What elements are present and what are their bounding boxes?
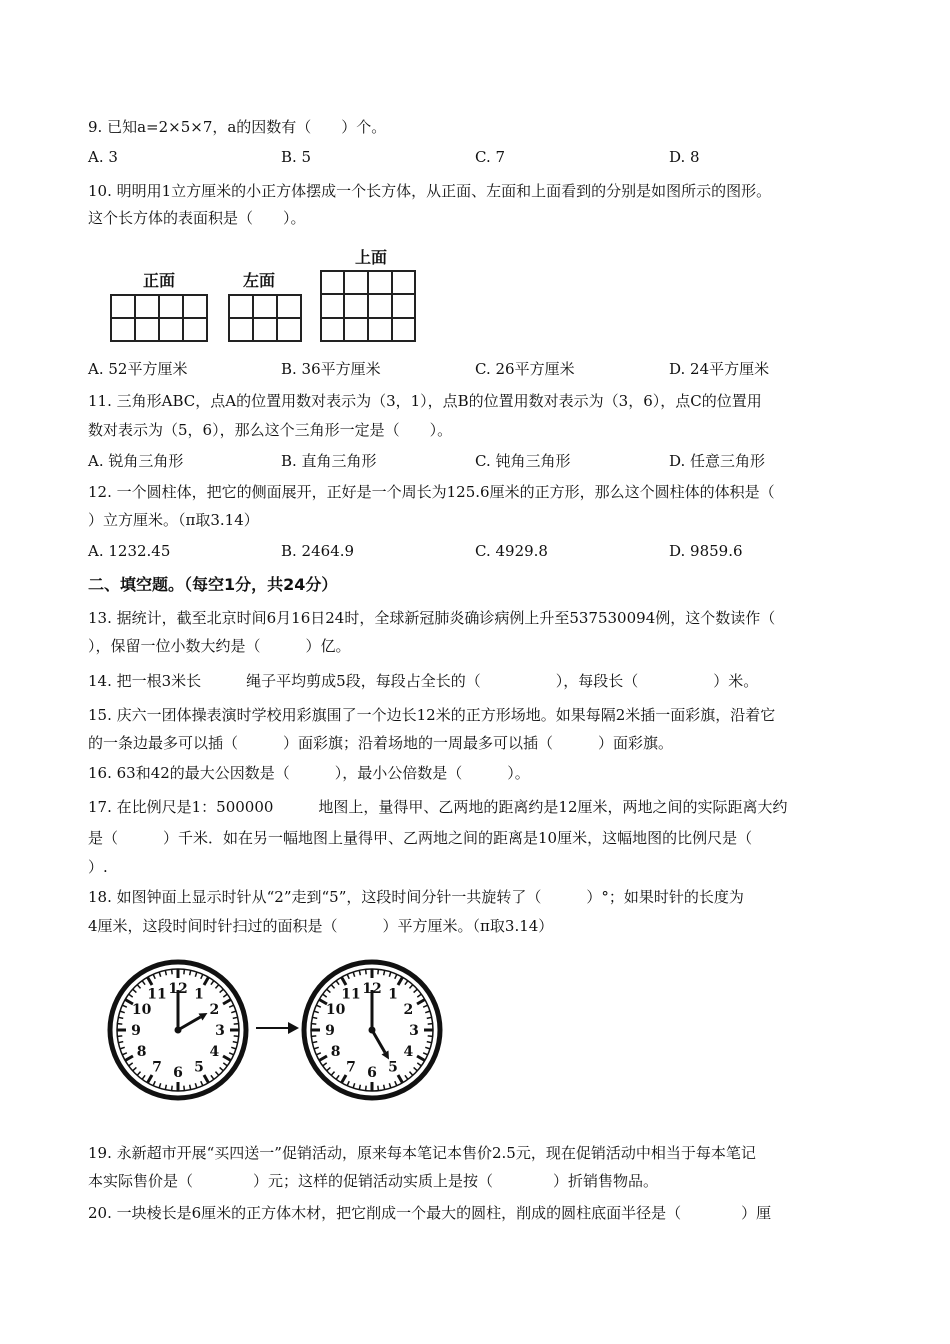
q11-stem-line2: 数对表示为（5，6），那么这个三角形一定是（ ）。	[88, 421, 453, 439]
clock-number: 8	[136, 1044, 147, 1060]
q11-option-b: B. 直角三角形	[281, 452, 377, 470]
q20-text: 20. 一块棱长是6厘米的正方体木材，把它削成一个最大的圆柱，削成的圆柱底面半径是（ ）厘	[88, 1204, 772, 1222]
front-view-grid	[108, 292, 210, 344]
q9-option-a: A. 3	[88, 148, 118, 166]
q19-line2: 本实际售价是（ ）元；这样的促销活动实质上是按（ ）折销售物品。	[88, 1172, 659, 1190]
q15-line2: 的一条边最多可以插（ ）面彩旗；沿着场地的一周最多可以插（ ）面彩旗。	[88, 734, 674, 752]
q10-option-c: C. 26平方厘米	[475, 360, 575, 378]
q9-option-b: B. 5	[281, 148, 312, 166]
minor-tick	[427, 1042, 432, 1043]
q18-line2: 4厘米，这段时间时针扫过的面积是（ ）平方厘米。（π取3.14）	[88, 917, 554, 935]
clock-number: 7	[152, 1059, 162, 1076]
minor-tick	[359, 970, 360, 975]
q10-stem-line1: 10. 明明用1立方厘米的小正方体摆成一个长方体，从正面、左面和上面看到的分别是如图所示的图形。	[88, 182, 772, 200]
minor-tick	[190, 970, 191, 975]
q17-line2: 是（ ）千米．如在另一幅地图上量得甲、乙两地之间的距离是10厘米，这幅地图的比例尺是（	[88, 829, 753, 847]
minor-tick	[366, 1086, 367, 1091]
q10-stem-line2: 这个长方体的表面积是（ ）。	[88, 209, 306, 227]
minor-tick	[172, 969, 173, 974]
q11-stem-line1: 11. 三角形ABC，点A的位置用数对表示为（3，1），点B的位置用数对表示为（3，6），点C的位置用	[88, 392, 762, 410]
q18-line1: 18. 如图钟面上显示时针从“2”走到“5”，这段时间分针一共旋转了（ ）°；如果时针的长度为	[88, 888, 744, 906]
minor-tick	[233, 1017, 238, 1018]
minor-tick	[117, 1036, 122, 1037]
clock-center	[369, 1027, 376, 1034]
q19-line1: 19. 永新超市开展“买四送一”促销活动，原来每本笔记本售价2.5元，现在促销活动中相当于每本笔记	[88, 1144, 756, 1162]
minor-tick	[165, 1085, 166, 1090]
minor-tick	[359, 1085, 360, 1090]
arrow-right-icon	[254, 1020, 300, 1036]
minor-tick	[378, 1086, 379, 1091]
q13-line2: ），保留一位小数大约是（ ）亿。	[88, 637, 351, 655]
minor-tick	[428, 1036, 433, 1037]
minor-tick	[234, 1024, 239, 1025]
q9-stem: 9. 已知a=2×5×7，a的因数有（ ）个。	[88, 118, 387, 136]
clock-number: 6	[173, 1065, 183, 1081]
clock-number: 1	[194, 986, 204, 1003]
clock-number: 10	[325, 1002, 346, 1018]
clock-number: 3	[409, 1023, 419, 1039]
front-view-label: 正面	[143, 271, 176, 290]
q15-line1: 15. 庆六一团体操表演时学校用彩旗围了一个边长12米的正方形场地。如果每隔2米插一面彩旗，沿着它	[88, 706, 776, 724]
minor-tick	[118, 1042, 123, 1043]
q11-option-c: C. 钝角三角形	[475, 452, 571, 470]
q10-option-a: A. 52平方厘米	[88, 360, 188, 378]
q12-option-d: D. 9859.6	[669, 542, 743, 560]
clock-number: 4	[403, 1044, 414, 1060]
clock-number: 2	[209, 1002, 220, 1018]
clock-number: 8	[330, 1044, 341, 1060]
minor-tick	[165, 970, 166, 975]
q9-option-c: C. 7	[475, 148, 506, 166]
clock-number: 5	[388, 1059, 398, 1076]
minor-tick	[384, 1085, 385, 1090]
minor-tick	[234, 1036, 239, 1037]
clock-number: 1	[388, 986, 398, 1003]
minor-tick	[366, 969, 367, 974]
minor-tick	[118, 1017, 123, 1018]
minor-tick	[312, 1042, 317, 1043]
clock-number: 11	[341, 986, 361, 1003]
minor-tick	[311, 1024, 316, 1025]
q12-stem-line2: ）立方厘米。（π取3.14）	[88, 511, 259, 529]
q17-line1: 17. 在比例尺是1：500000 地图上，量得甲、乙两地的距离约是12厘米，两地之间的实际距离大约	[88, 798, 788, 816]
clock-number: 12	[168, 981, 188, 997]
minor-tick	[427, 1017, 432, 1018]
clock-number: 5	[194, 1059, 204, 1076]
left-view-label: 左面	[243, 271, 276, 290]
clock-center	[175, 1027, 182, 1034]
q16-text: 16. 63和42的最大公因数是（ ），最小公倍数是（ ）。	[88, 764, 530, 782]
q13-line1: 13. 据统计，截至北京时间6月16日24时，全球新冠肺炎确诊病例上升至537530094例，这个数读作（	[88, 609, 776, 627]
q17-line3: ）.	[88, 858, 108, 876]
clock-number: 3	[215, 1023, 225, 1039]
minor-tick	[184, 969, 185, 974]
top-view-label: 上面	[355, 248, 388, 267]
clock-before	[106, 958, 250, 1102]
minor-tick	[378, 969, 379, 974]
clock-number: 6	[367, 1065, 377, 1081]
q12-option-b: B. 2464.9	[281, 542, 355, 560]
clock-number: 9	[131, 1023, 141, 1039]
minor-tick	[384, 970, 385, 975]
clock-number: 10	[131, 1002, 152, 1018]
minor-tick	[172, 1086, 173, 1091]
clock-number: 12	[362, 981, 382, 997]
clock-number: 11	[147, 986, 167, 1003]
q12-option-c: C. 4929.8	[475, 542, 548, 560]
clock-number: 9	[325, 1023, 335, 1039]
minor-tick	[190, 1085, 191, 1090]
clock-number: 2	[403, 1002, 414, 1018]
minor-tick	[311, 1036, 316, 1037]
minor-tick	[117, 1024, 122, 1025]
clock-number: 7	[346, 1059, 356, 1076]
minor-tick	[312, 1017, 317, 1018]
clock-number: 4	[209, 1044, 220, 1060]
q12-stem-line1: 12. 一个圆柱体，把它的侧面展开，正好是一个周长为125.6厘米的正方形，那么这个圆柱体的体积是（	[88, 483, 775, 501]
minor-tick	[428, 1024, 433, 1025]
q11-option-d: D. 任意三角形	[669, 452, 766, 470]
q14-text: 14. 把一根3米长 绳子平均剪成5段，每段占全长的（ ），每段长（ ）米。	[88, 672, 759, 690]
top-view-grid	[318, 268, 418, 344]
q10-option-d: D. 24平方厘米	[669, 360, 770, 378]
q9-option-d: D. 8	[669, 148, 700, 166]
clock-after	[300, 958, 444, 1102]
q12-option-a: A. 1232.45	[88, 542, 171, 560]
minor-tick	[184, 1086, 185, 1091]
section-heading: 二、填空题。（每空1分，共24分）	[88, 575, 338, 594]
q10-option-b: B. 36平方厘米	[281, 360, 381, 378]
minor-tick	[233, 1042, 238, 1043]
q11-option-a: A. 锐角三角形	[88, 452, 184, 470]
left-view-grid	[226, 292, 304, 344]
